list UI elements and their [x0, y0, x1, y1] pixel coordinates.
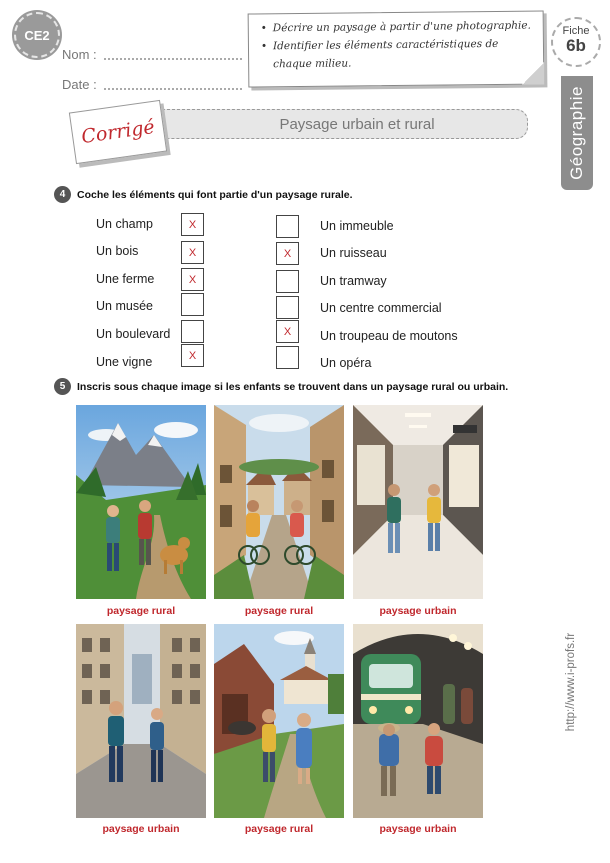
fiche-badge — [551, 17, 601, 67]
item-label: Un musée — [96, 299, 153, 313]
date-field[interactable] — [104, 88, 242, 90]
name-label: Nom : — [62, 47, 97, 62]
photo-caption: paysage rural — [244, 605, 314, 617]
photo-caption: paysage rural — [106, 605, 176, 617]
item-label: Un boulevard — [96, 327, 171, 341]
checkbox[interactable]: X — [276, 242, 299, 265]
checkbox[interactable]: X — [181, 213, 204, 236]
corrige-label: Corrigé — [80, 115, 156, 149]
item-label: Un bois — [96, 244, 139, 258]
title-banner — [150, 109, 528, 139]
village-bikes-illustration — [214, 405, 344, 599]
farm-village-illustration — [214, 624, 344, 818]
checkbox[interactable]: X — [181, 241, 204, 264]
checkbox[interactable] — [276, 296, 299, 319]
subject-label: Géographie — [567, 86, 586, 180]
date-label: Date : — [62, 77, 97, 92]
level-badge: CE2 — [14, 12, 60, 58]
name-field[interactable] — [104, 58, 242, 60]
item-label: Une vigne — [96, 355, 153, 369]
fiche-label: Fiche — [562, 25, 590, 37]
checkbox[interactable] — [276, 270, 299, 293]
item-label: Un opéra — [320, 356, 372, 370]
exercise-instruction: Inscris sous chaque image si les enfants se trouvent dans un paysage rural ou urbain. — [77, 381, 509, 393]
checkbox[interactable] — [276, 346, 299, 369]
item-label: Un troupeau de moutons — [320, 329, 458, 343]
photo-village-bikes — [214, 405, 344, 599]
photo-caption: paysage urbain — [379, 605, 457, 617]
item-label: Un champ — [96, 217, 153, 231]
corrige-card — [69, 100, 167, 164]
item-label: Une ferme — [96, 272, 155, 286]
checkbox[interactable] — [181, 320, 204, 343]
photo-shopping-mall — [353, 405, 483, 599]
photo-caption: paysage urbain — [379, 823, 457, 835]
checkbox[interactable]: X — [276, 320, 299, 343]
shopping-mall-illustration — [353, 405, 483, 599]
objectives-card — [248, 10, 545, 87]
photo-city-street — [76, 624, 206, 818]
objective-item: • Identifier les éléments caractéristiques de chaque milieu. — [261, 35, 533, 74]
city-street-illustration — [76, 624, 206, 818]
checkbox[interactable]: X — [181, 268, 204, 291]
checkbox[interactable] — [181, 293, 204, 316]
objective-item: • Décrire un paysage à partir d'une photographie. — [261, 17, 533, 38]
photo-metro-station — [353, 624, 483, 818]
item-label: Un tramway — [320, 274, 387, 288]
fiche-number: 6b — [566, 36, 586, 55]
checkbox[interactable]: X — [181, 344, 204, 367]
photo-caption: paysage rural — [244, 823, 314, 835]
photo-farm-village — [214, 624, 344, 818]
exercise-number: 4 — [54, 186, 71, 203]
item-label: Un ruisseau — [320, 246, 387, 260]
photo-caption: paysage urbain — [102, 823, 180, 835]
metro-station-illustration — [353, 624, 483, 818]
item-label: Un immeuble — [320, 219, 394, 233]
subject-tab — [561, 76, 593, 190]
exercise-instruction: Coche les éléments qui font partie d'un paysage rurale. — [77, 189, 353, 201]
item-label: Un centre commercial — [320, 301, 442, 315]
exercise-number: 5 — [54, 378, 71, 395]
photo-mountain-trail — [76, 405, 206, 599]
site-url[interactable]: http://www.i-profs.fr — [565, 632, 577, 732]
checkbox[interactable] — [276, 215, 299, 238]
page-title: Paysage urbain et rural — [279, 115, 435, 133]
mountain-trail-illustration — [76, 405, 206, 599]
